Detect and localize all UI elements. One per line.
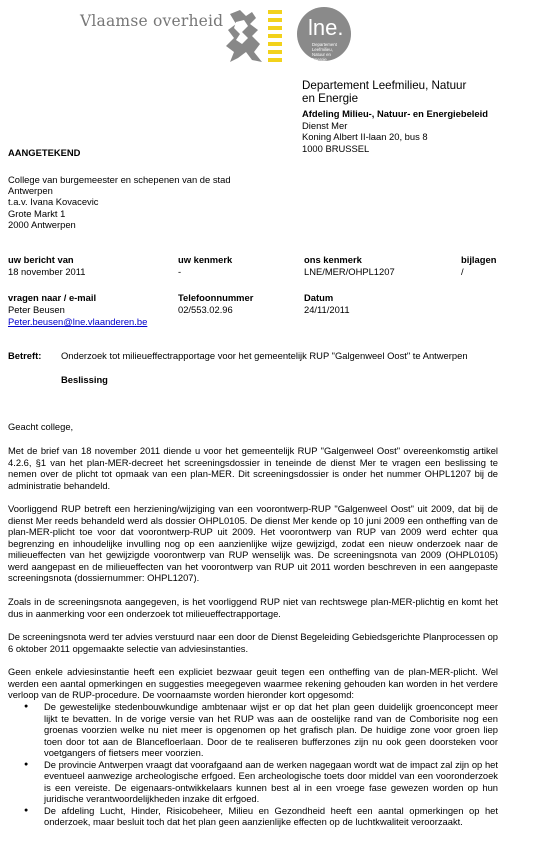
addressee-line-5: 2000 Antwerpen (8, 218, 76, 230)
afdeling-address (302, 108, 488, 154)
uw-kenmerk-value: - (178, 266, 182, 277)
addressee-block (8, 174, 231, 230)
paragraph-3: Zoals in de screeningsnota aangegeven, is het voorliggend RUP niet van rechtswege plan-MER-plichtig en komt het dus in aanmerking voor een onderzoek tot milieueffectrapportage. (8, 596, 498, 619)
department-name (302, 79, 466, 105)
bullet-item-1: ● De gewestelijke stedenbouwkundige ambtenaar wijst er op dat het plan geen duidelijk groenconcept meer lijkt te bevatten. In de vorige versie van het RUP was aan de oostelijke rand van de Comborisite nog een groenas voorzien welke nu niet meer is opgenomen op het grafisch plan. De huidige zone voor groen liep toen door tot aan de Blancefloerlaan. Door de te realiseren bufferzones zijn nu ook geen doorsteken voor voetgangers of fietsers meer voorzien. (24, 701, 498, 759)
telefoon-label: Telefoonnummer (178, 292, 254, 303)
afdeling-city: 1000 BRUSSEL (302, 142, 370, 154)
lne-sub-3: Natuur en (312, 52, 331, 57)
ons-kenmerk-value: LNE/MER/OHPL1207 (304, 266, 395, 277)
uw-bericht-label: uw bericht van (8, 254, 74, 265)
vragen-label: vragen naar / e-mail (8, 292, 97, 303)
aangetekend-label: AANGETEKEND (8, 147, 81, 158)
addressee-line-3: t.a.v. Ivana Kovacevic (8, 196, 99, 208)
department-line-1: Departement Leefmilieu, Natuur (302, 79, 467, 92)
contact-email-link[interactable]: Peter.beusen@lne.vlaanderen.be (8, 316, 148, 327)
lne-logo-icon (296, 6, 352, 76)
lne-sub-4: Energie (312, 57, 327, 62)
bullet-item-2: ● De provincie Antwerpen vraagt dat voorafgaand aan de werken nagegaan wordt wat de impact zal zijn op het eventueel aanwezige archeologische erfgoed. Een archeologische toets door middel van een vooronderzoek is een vereiste. De eigenaars-ontwikkelaars kunnen best al in een vroege fase gewezen worden op hun juridische verantwoordelijkheden inzake dit erfgoed. (24, 759, 498, 805)
uw-bericht-value: 18 november 2011 (8, 266, 86, 277)
bijlagen-value: / (461, 266, 464, 277)
beslissing-heading: Beslissing (61, 374, 108, 385)
bullet-item-3: ● De afdeling Lucht, Hinder, Risicobeheer, Milieu en Gezondheid heeft een aantal opmerkingen op het onderzoek, maar besluit toch dat het plan geen aanzienlijke effecten op de luchtkwaliteit veroorzaakt. (24, 805, 498, 828)
lne-sub-1: Departement (312, 42, 337, 47)
afdeling-dienst: Dienst Mer (302, 119, 348, 131)
betreft-text: Onderzoek tot milieueffectrapportage voor het gemeentelijk RUP "Galgenweel Oost" te Antwerpen (61, 350, 468, 361)
ons-kenmerk-label: ons kenmerk (304, 254, 362, 265)
afdeling-name: Afdeling Milieu-, Natuur- en Energiebeleid (302, 108, 488, 119)
paragraph-4: De screeningsnota werd ter advies verstuurd naar een door de Dienst Begeleiding Gebiedsgerichte Planprocessen op 6 oktober 2011 opgemaakte selectie van adviesinstanties. (8, 631, 498, 654)
vlaamse-overheid-wordmark: Vlaamse overheid (80, 12, 224, 30)
vragen-name: Peter Beusen (8, 304, 65, 315)
bullet-list (24, 701, 498, 828)
datum-label: Datum (304, 292, 334, 303)
addressee-line-4: Grote Markt 1 (8, 207, 66, 219)
bijlagen-label: bijlagen (461, 254, 497, 265)
lne-sub-2: Leefmilieu, (312, 47, 333, 52)
salutation: Geacht college, (8, 421, 74, 432)
datum-value: 24/11/2011 (304, 304, 350, 315)
flemish-lion-logo-icon (222, 8, 284, 66)
betreft-label: Betreft: (8, 350, 42, 361)
paragraph-1: Met de brief van 18 november 2011 diende u voor het gemeentelijk RUP "Galgenweel Oost" overeenkomstig artikel 4.2.6, §1 van het plan-MER-decreet het screeningsdossier in teneinde de dienst Mer te vragen een beslissing te nemen over de plicht tot opmaak van een plan-MER. Dit screeningsdossier is onder het nummer OHPL1207 bij de administratie behandeld. (8, 445, 498, 491)
uw-kenmerk-label: uw kenmerk (178, 254, 233, 265)
lne-logo-text: lne. (308, 15, 344, 40)
telefoon-value: 02/553.02.96 (178, 304, 233, 315)
department-line-2: en Energie (302, 92, 359, 106)
addressee-line-2: Antwerpen (8, 185, 53, 197)
paragraph-5: Geen enkele adviesinstantie heeft een expliciet bezwaar geuit tegen een ontheffing van de plan-MER-plicht. Wel werden een aantal opmerkingen en suggesties meegegeven waarmee rekening gehouden kan worden in het verdere verloop van de RUP-procedure. De voornaamste worden hieronder kort opgesomd: (8, 666, 498, 700)
paragraph-2: Voorliggend RUP betreft een herziening/wijziging van een voorontwerp-RUP "Galgenweel Oost" uit 2009, dat bij de dienst Mer reeds behandeld werd als dossier OHPL0105. De dienst Mer kende op 10 juni 2009 een ontheffing van de plan-MER-plicht toe voor dat voorontwerp-RUP uit 2009. Het voorontwerp van RUP van 2009 werd echter qua begrenzing en inhoudelijke invulling nog op een aanzienlijke wijze gewijzigd, zodat een nieuw onderzoek naar de milieueffecten van het gewijzigde voorontwerp van RUP wenselijk was. De screeningsnota van 2009 (OHPL0105) werd aangepast en de milieueffecten van het voorontwerp van RUP uit 2011 worden beschreven in een aangepaste screeningsnota (dossiernummer: OHPL1207). (8, 503, 498, 583)
afdeling-street: Koning Albert II-laan 20, bus 8 (302, 131, 428, 143)
addressee-line-1: College van burgemeester en schepenen van de stad (8, 174, 231, 185)
